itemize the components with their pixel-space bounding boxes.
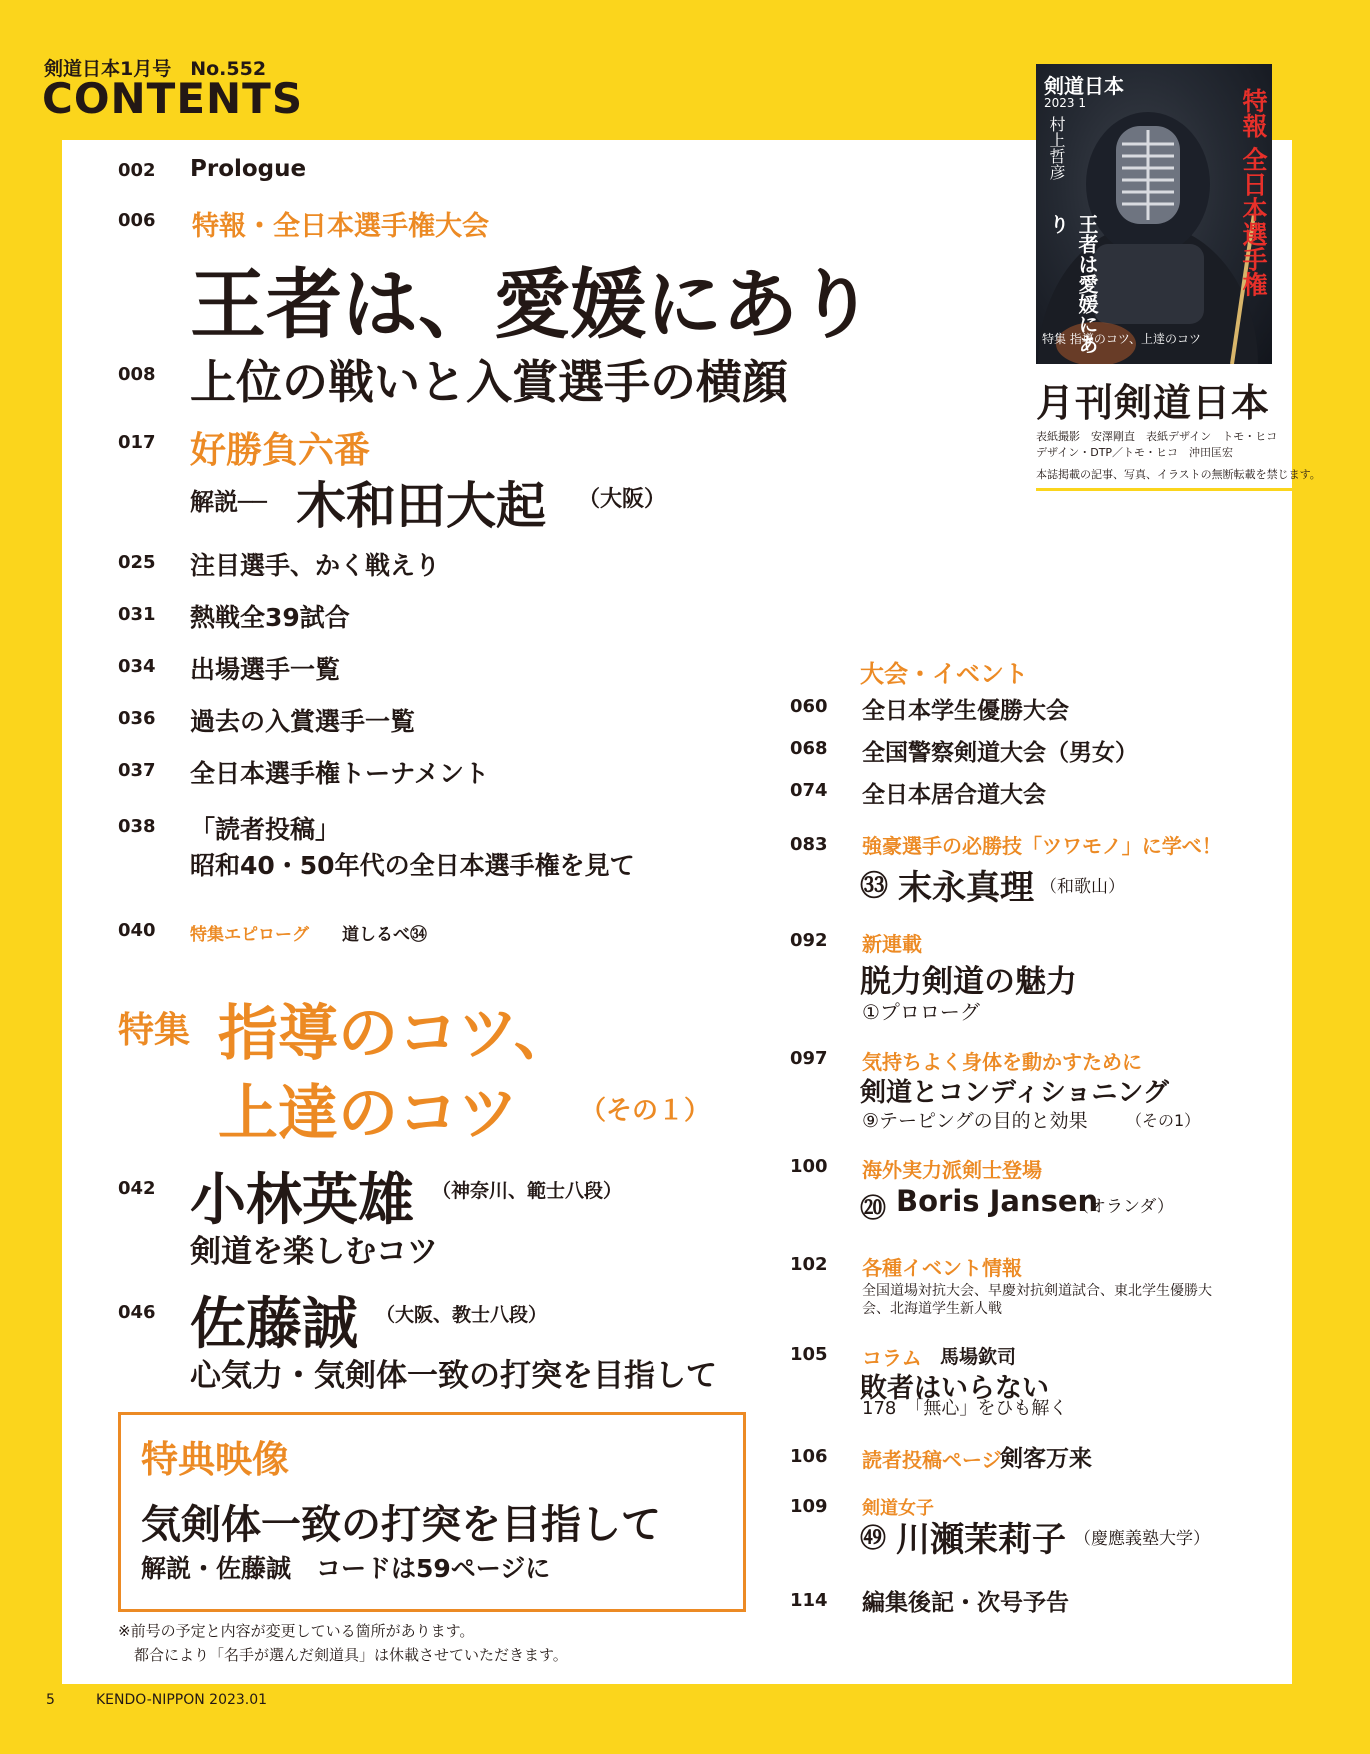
page-number: 060 [790, 696, 828, 717]
bonus-video-box [118, 1412, 746, 1612]
entry-kicker: 各種イベント情報 [862, 1256, 1022, 1280]
entry-subtitle: 178 「無心」をひも解く [862, 1398, 1068, 1419]
footnote: ※前号の予定と内容が変更している箇所があります。 [118, 1622, 475, 1640]
entry-title: 編集後記・次号予告 [862, 1590, 1069, 1616]
bonus-label: 特典映像 [141, 1438, 289, 1481]
feature-label: 特集 [118, 1010, 191, 1051]
page-number: 042 [118, 1178, 156, 1199]
series-number: ⑳ [860, 1194, 887, 1224]
entry-title: 「読者投稿」 [190, 815, 341, 844]
page-number: 038 [118, 816, 156, 837]
entry-subtitle: ①プロローグ [862, 1000, 980, 1024]
entry-kicker: 特集エピローグ [190, 925, 309, 945]
commentator-name: 木和田大起 [296, 477, 546, 535]
feature-title: 指導のコツ、 [218, 999, 574, 1069]
entry-kicker: 好勝負六番 [190, 430, 371, 471]
entry-kicker: 読者投稿ページ [862, 1448, 1002, 1472]
section-header: 大会・イベント [860, 660, 1028, 688]
entry-title: 道しるべ㉞ [342, 925, 427, 945]
page-number: 106 [790, 1446, 828, 1467]
player-name: 末永真理 [898, 868, 1034, 908]
entry-title: 昭和40・50年代の全日本選手権を見て [190, 851, 635, 880]
feature-title: 上達のコツ [218, 1079, 518, 1149]
cover-headline: 王者は愛媛にあり [1046, 214, 1099, 354]
cover-logo: 剣道日本 [1044, 74, 1124, 98]
page-number: 034 [118, 656, 156, 677]
player-country: （オランダ） [1072, 1197, 1174, 1217]
magazine-title: 月刊剣道日本 [1036, 380, 1271, 425]
divider [1036, 488, 1292, 491]
page-number: 109 [790, 1496, 828, 1517]
page-number: 008 [118, 364, 156, 385]
player-name: Boris Jansen [896, 1184, 1099, 1218]
page-number: 036 [118, 708, 156, 729]
cover-image [1036, 64, 1272, 364]
page-number: 114 [790, 1590, 828, 1611]
author-rank: （神奈川、範士八段） [432, 1180, 623, 1202]
page-number: 097 [790, 1048, 828, 1069]
entry-title: Prologue [190, 156, 307, 182]
page-number: 031 [118, 604, 156, 625]
page-number: 025 [118, 552, 156, 573]
author-rank: （大阪、教士八段） [376, 1304, 548, 1326]
player-name: 川瀬茉莉子 [896, 1520, 1066, 1560]
page-number: 002 [118, 160, 156, 181]
entry-title: 過去の入賞選手一覧 [190, 707, 416, 736]
page-number: 105 [790, 1344, 828, 1365]
entry-subtitle-part: （その1） [1126, 1111, 1201, 1130]
page-number: 046 [118, 1302, 156, 1323]
entry-title: 剣客万来 [1000, 1446, 1092, 1472]
feature-part: （その１） [580, 1096, 711, 1126]
folio: 5 [46, 1692, 55, 1708]
page-number: 037 [118, 760, 156, 781]
entry-title: 全国警察剣道大会（男女） [862, 740, 1138, 766]
entry-title: 脱力剣道の魅力 [860, 964, 1077, 1000]
entry-kicker: 特報・全日本選手権大会 [192, 211, 489, 242]
entry-title: 全日本居合道大会 [862, 782, 1046, 808]
entry-kicker: 新連載 [862, 932, 922, 956]
entry-kicker: 強豪選手の必勝技「ツワモノ」に学べ！ [862, 834, 1222, 858]
credit-line: デザイン・DTP／トモ・ヒコ 沖田匡宏 [1036, 446, 1234, 459]
entry-kicker: 剣道女子 [862, 1498, 934, 1519]
page-number: 083 [790, 834, 828, 855]
magazine-issue: KENDO-NIPPON 2023.01 [96, 1692, 268, 1708]
commentary-prefix: 解説── [190, 488, 267, 516]
page-number: 006 [118, 210, 156, 231]
main-headline: 王者は、愛媛にあり [190, 260, 874, 349]
entry-kicker: コラム [862, 1346, 922, 1370]
page-number: 100 [790, 1156, 828, 1177]
page-title: CONTENTS [42, 74, 304, 123]
commentator-region: （大阪） [578, 487, 667, 512]
cover-year: 2023 1 [1044, 96, 1086, 110]
page-number: 092 [790, 930, 828, 951]
column-author: 馬場欽司 [940, 1346, 1017, 1368]
issue-label: 剣道日本1月号 No.552 [44, 58, 267, 80]
player-region: （和歌山） [1040, 877, 1125, 897]
entry-title: 敗者はいらない [860, 1373, 1049, 1404]
entry-description: 全国道場対抗大会、早慶対抗剣道試合、東北学生優勝大 [862, 1283, 1212, 1299]
footnote: 都合により「名手が選んだ剣道具」は休載させていただきます。 [134, 1646, 568, 1664]
entry-title: 心気力・気剣体一致の打突を目指して [190, 1358, 717, 1394]
entry-title: 熱戦全39試合 [190, 603, 350, 632]
page-number: 017 [118, 432, 156, 453]
player-school: （慶應義塾大学） [1074, 1529, 1210, 1549]
copyright-notice: 本誌掲載の記事、写真、イラストの無断転載を禁じます。 [1036, 468, 1321, 481]
author-name: 小林英雄 [190, 1168, 414, 1233]
entry-title: 全日本学生優勝大会 [862, 698, 1069, 724]
entry-title: 上位の戦いと入賞選手の横顔 [190, 355, 788, 409]
entry-title: 注目選手、かく戦えり [190, 551, 441, 580]
entry-title: 剣道を楽しむコツ [190, 1234, 438, 1270]
cover-headline-red: 特報 全日本選手権 [1239, 88, 1268, 297]
entry-description: 会、北海道学生新人戦 [862, 1301, 1002, 1317]
page-number: 068 [790, 738, 828, 759]
page-number: 074 [790, 780, 828, 801]
entry-kicker: 気持ちよく身体を動かすために [862, 1050, 1142, 1074]
entry-title: 剣道とコンディショニング [860, 1078, 1169, 1108]
entry-subtitle: ⑨テーピングの目的と効果 [862, 1110, 1088, 1132]
entry-title: 出場選手一覧 [190, 655, 341, 684]
series-number: ㊾ [860, 1524, 887, 1554]
entry-kicker: 海外実力派剣士登場 [862, 1158, 1042, 1182]
series-number: ㉝ [860, 869, 889, 902]
page-number: 102 [790, 1254, 828, 1275]
entry-title: 全日本選手権トーナメント [190, 759, 490, 788]
bonus-note: 解説・佐藤誠 コードは59ページに [141, 1554, 551, 1583]
credit-line: 表紙撮影 安澤剛直 表紙デザイン トモ・ヒコ [1036, 430, 1278, 443]
cover-feature: 特集 指導のコツ、上達のコツ [1042, 332, 1201, 346]
page-number: 040 [118, 920, 156, 941]
author-name: 佐藤誠 [190, 1292, 358, 1357]
cover-player-name: 村上哲彦 [1047, 116, 1066, 180]
bonus-title: 気剣体一致の打突を目指して [141, 1502, 661, 1548]
